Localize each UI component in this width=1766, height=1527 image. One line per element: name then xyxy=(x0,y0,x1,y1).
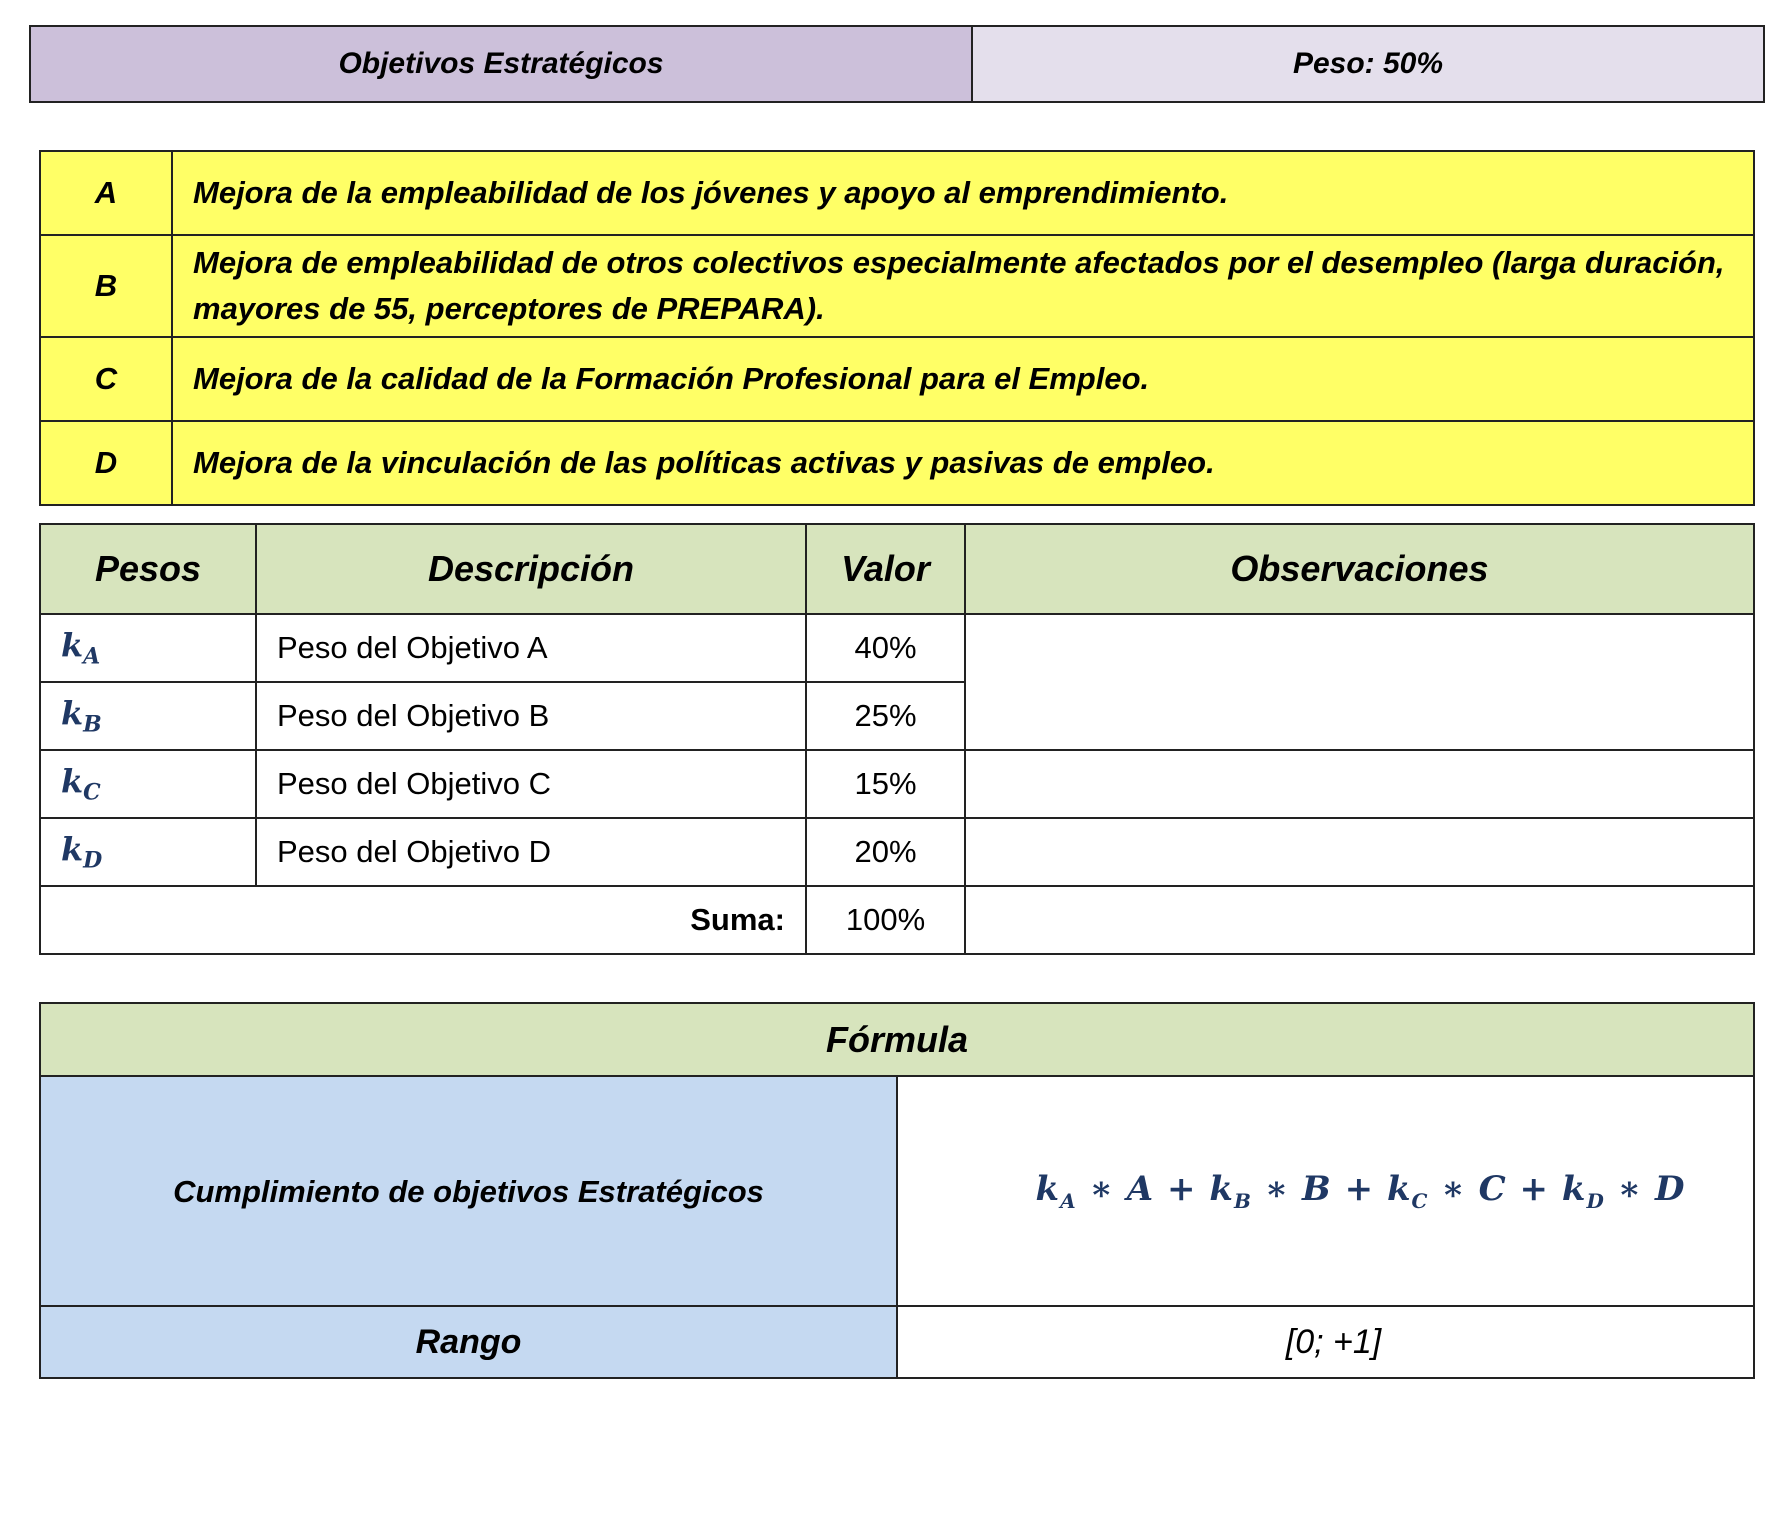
header-table xyxy=(29,25,1765,103)
objective-row xyxy=(40,151,1754,235)
weight-symbol: $k_C$ xyxy=(40,750,256,818)
objective-row xyxy=(40,421,1754,505)
observations-cell xyxy=(965,750,1754,818)
formula-cell xyxy=(897,1076,1754,1306)
formula-expression: $k_A$ ∗ $A + k_B$ ∗ $B + k_C$ ∗ $C + k_D$ ∗ D xyxy=(1035,1169,1686,1213)
objective-letter: D xyxy=(40,421,172,505)
weight-value: 40% xyxy=(806,614,965,682)
col-header-observaciones: Observaciones xyxy=(965,524,1754,614)
header-weight: Peso: 50% xyxy=(972,26,1764,102)
weight-description: Peso del Objetivo D xyxy=(256,818,806,886)
col-header-pesos: Pesos xyxy=(40,524,256,614)
range-label: Rango xyxy=(40,1306,897,1378)
col-header-descripcion: Descripción xyxy=(256,524,806,614)
weight-symbol: $k_D$ xyxy=(40,818,256,886)
sum-row xyxy=(40,886,1754,954)
objective-letter: C xyxy=(40,337,172,421)
objective-row xyxy=(40,337,1754,421)
objectives-table xyxy=(39,150,1755,506)
objective-letter: A xyxy=(40,151,172,235)
weight-value: 25% xyxy=(806,682,965,750)
objective-text: Mejora de la calidad de la Formación Profesional para el Empleo. xyxy=(172,337,1754,421)
header-title: Objetivos Estratégicos xyxy=(30,26,972,102)
col-header-valor: Valor xyxy=(806,524,965,614)
objective-letter: B xyxy=(40,235,172,337)
weight-value: 20% xyxy=(806,818,965,886)
formula-table xyxy=(39,1002,1755,1379)
objective-row xyxy=(40,235,1754,337)
observations-cell xyxy=(965,614,1754,750)
range-value: [0; +1] xyxy=(897,1306,1754,1378)
formula-label: Cumplimiento de objetivos Estratégicos xyxy=(40,1076,897,1306)
table-row xyxy=(40,614,1754,682)
observations-cell xyxy=(965,818,1754,886)
formula-title: Fórmula xyxy=(40,1003,1754,1076)
sum-value: 100% xyxy=(806,886,965,954)
weight-value: 15% xyxy=(806,750,965,818)
weights-header-row xyxy=(40,524,1754,614)
objective-text: Mejora de la vinculación de las políticas activas y pasivas de empleo. xyxy=(172,421,1754,505)
weight-symbol: $k_A$ xyxy=(40,614,256,682)
table-row xyxy=(40,750,1754,818)
objective-text: Mejora de la empleabilidad de los jóvenes y apoyo al emprendimiento. xyxy=(172,151,1754,235)
sum-label: Suma: xyxy=(40,886,806,954)
weight-description: Peso del Objetivo C xyxy=(256,750,806,818)
weights-table xyxy=(39,523,1755,955)
weight-description: Peso del Objetivo A xyxy=(256,614,806,682)
objective-text: Mejora de empleabilidad de otros colectivos especialmente afectados por el desempleo (larga duración, mayores de 55, perceptores de PREPARA). xyxy=(172,235,1754,337)
weight-symbol: $k_B$ xyxy=(40,682,256,750)
weight-description: Peso del Objetivo B xyxy=(256,682,806,750)
table-row xyxy=(40,818,1754,886)
observations-cell xyxy=(965,886,1754,954)
